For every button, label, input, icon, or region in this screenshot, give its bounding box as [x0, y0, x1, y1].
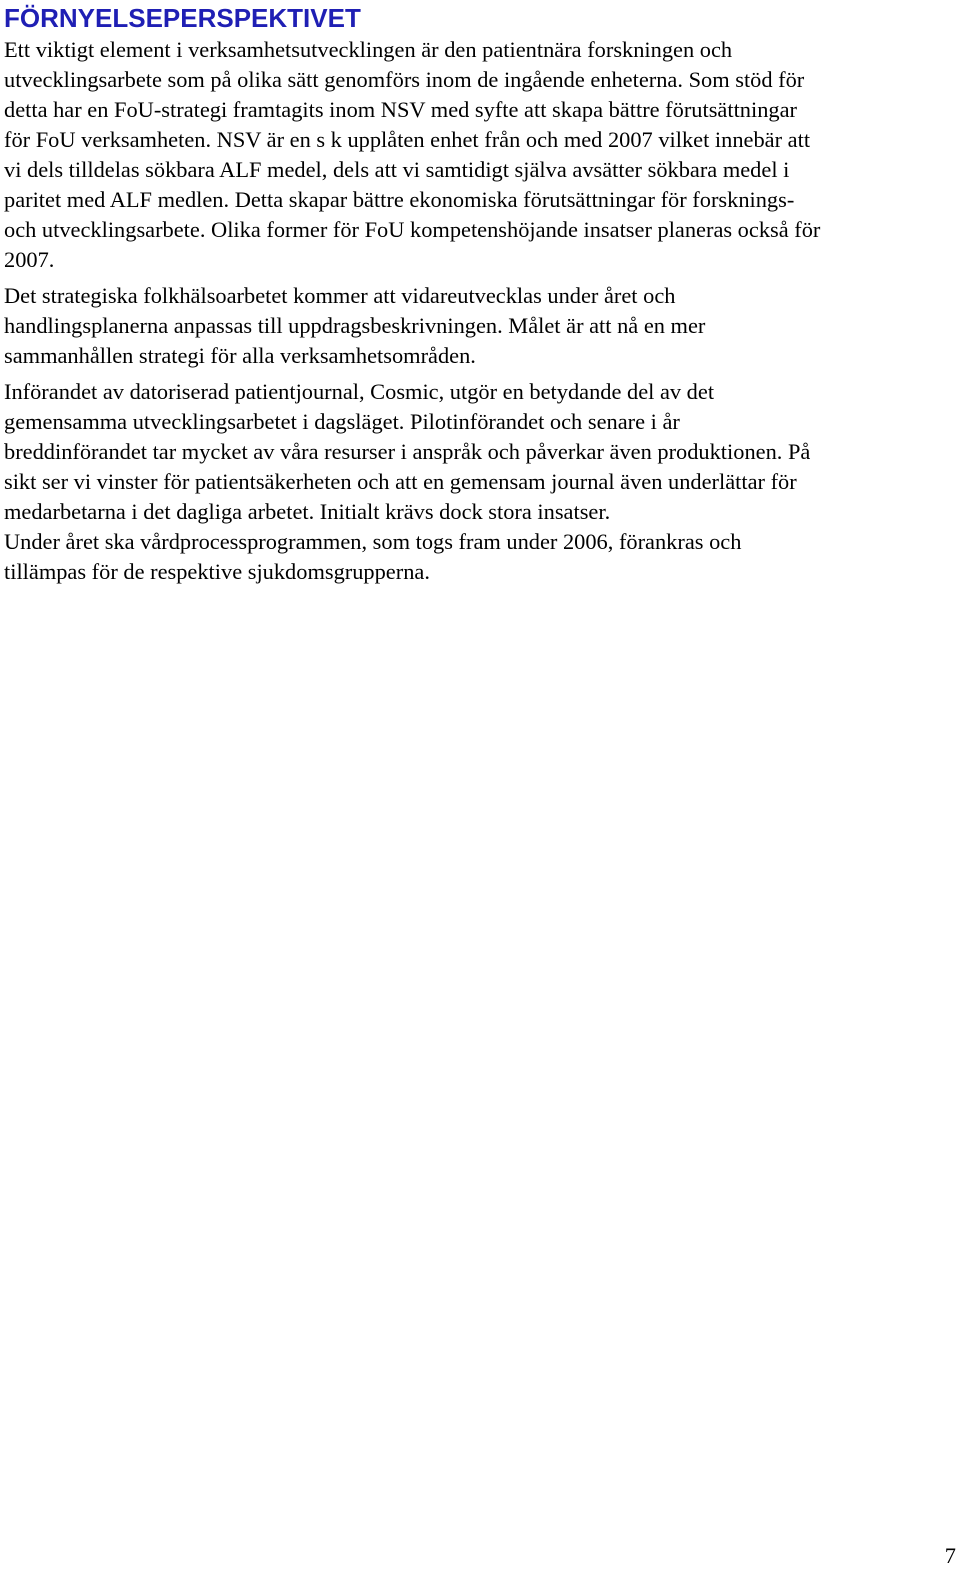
text-line: 2007. — [4, 247, 55, 272]
text-line: för FoU verksamheten. NSV är en s k upplåten enhet från och med 2007 vilket innebär att — [4, 127, 811, 152]
text-line: Det strategiska folkhälsoarbetet kommer att vidareutvecklas under året och — [4, 283, 676, 308]
text-line: sikt ser vi vinster för patientsäkerheten och att en gemensam journal även underlättar för — [4, 469, 797, 494]
page-number: 7 — [944, 1543, 956, 1568]
paragraph-vardprocess — [4, 527, 959, 587]
text-line: medarbetarna i det dagliga arbetet. Initialt krävs dock stora insatser. — [4, 499, 611, 524]
text-line: Ett viktigt element i verksamhetsutvecklingen är den patientnära forskningen och — [4, 37, 733, 62]
section-heading: FÖRNYELSEPERSPEKTIVET — [4, 3, 361, 33]
text-line: detta har en FoU-strategi framtagits inom NSV med syfte att skapa bättre förutsättningar — [4, 97, 797, 122]
text-line: paritet med ALF medlen. Detta skapar bättre ekonomiska förutsättningar för forsknings- — [4, 187, 795, 212]
text-line: Införandet av datoriserad patientjournal, Cosmic, utgör en betydande del av det — [4, 379, 715, 404]
text-line: breddinförandet tar mycket av våra resurser i anspråk och påverkar även produktionen. På — [4, 439, 811, 464]
text-line: utvecklingsarbete som på olika sätt genomförs inom de ingående enheterna. Som stöd för — [4, 67, 805, 92]
text-line: handlingsplanerna anpassas till uppdragsbeskrivningen. Målet är att nå en mer — [4, 313, 706, 338]
text-line: vi dels tilldelas sökbara ALF medel, dels att vi samtidigt själva avsätter sökbara medel i — [4, 157, 790, 182]
paragraph-fou — [4, 35, 959, 275]
text-line: tillämpas för de respektive sjukdomsgrupperna. — [4, 559, 430, 584]
text-line: och utvecklingsarbete. Olika former för FoU kompetenshöjande insatser planeras också för — [4, 217, 821, 242]
text-line: sammanhållen strategi för alla verksamhetsområden. — [4, 343, 476, 368]
paragraph-folkhalsa — [4, 281, 959, 371]
paragraph-cosmic — [4, 377, 959, 527]
text-line: Under året ska vårdprocessprogrammen, som togs fram under 2006, förankras och — [4, 529, 742, 554]
text-line: gemensamma utvecklingsarbetet i dagsläget. Pilotinförandet och senare i år — [4, 409, 680, 434]
body-text — [4, 35, 959, 587]
